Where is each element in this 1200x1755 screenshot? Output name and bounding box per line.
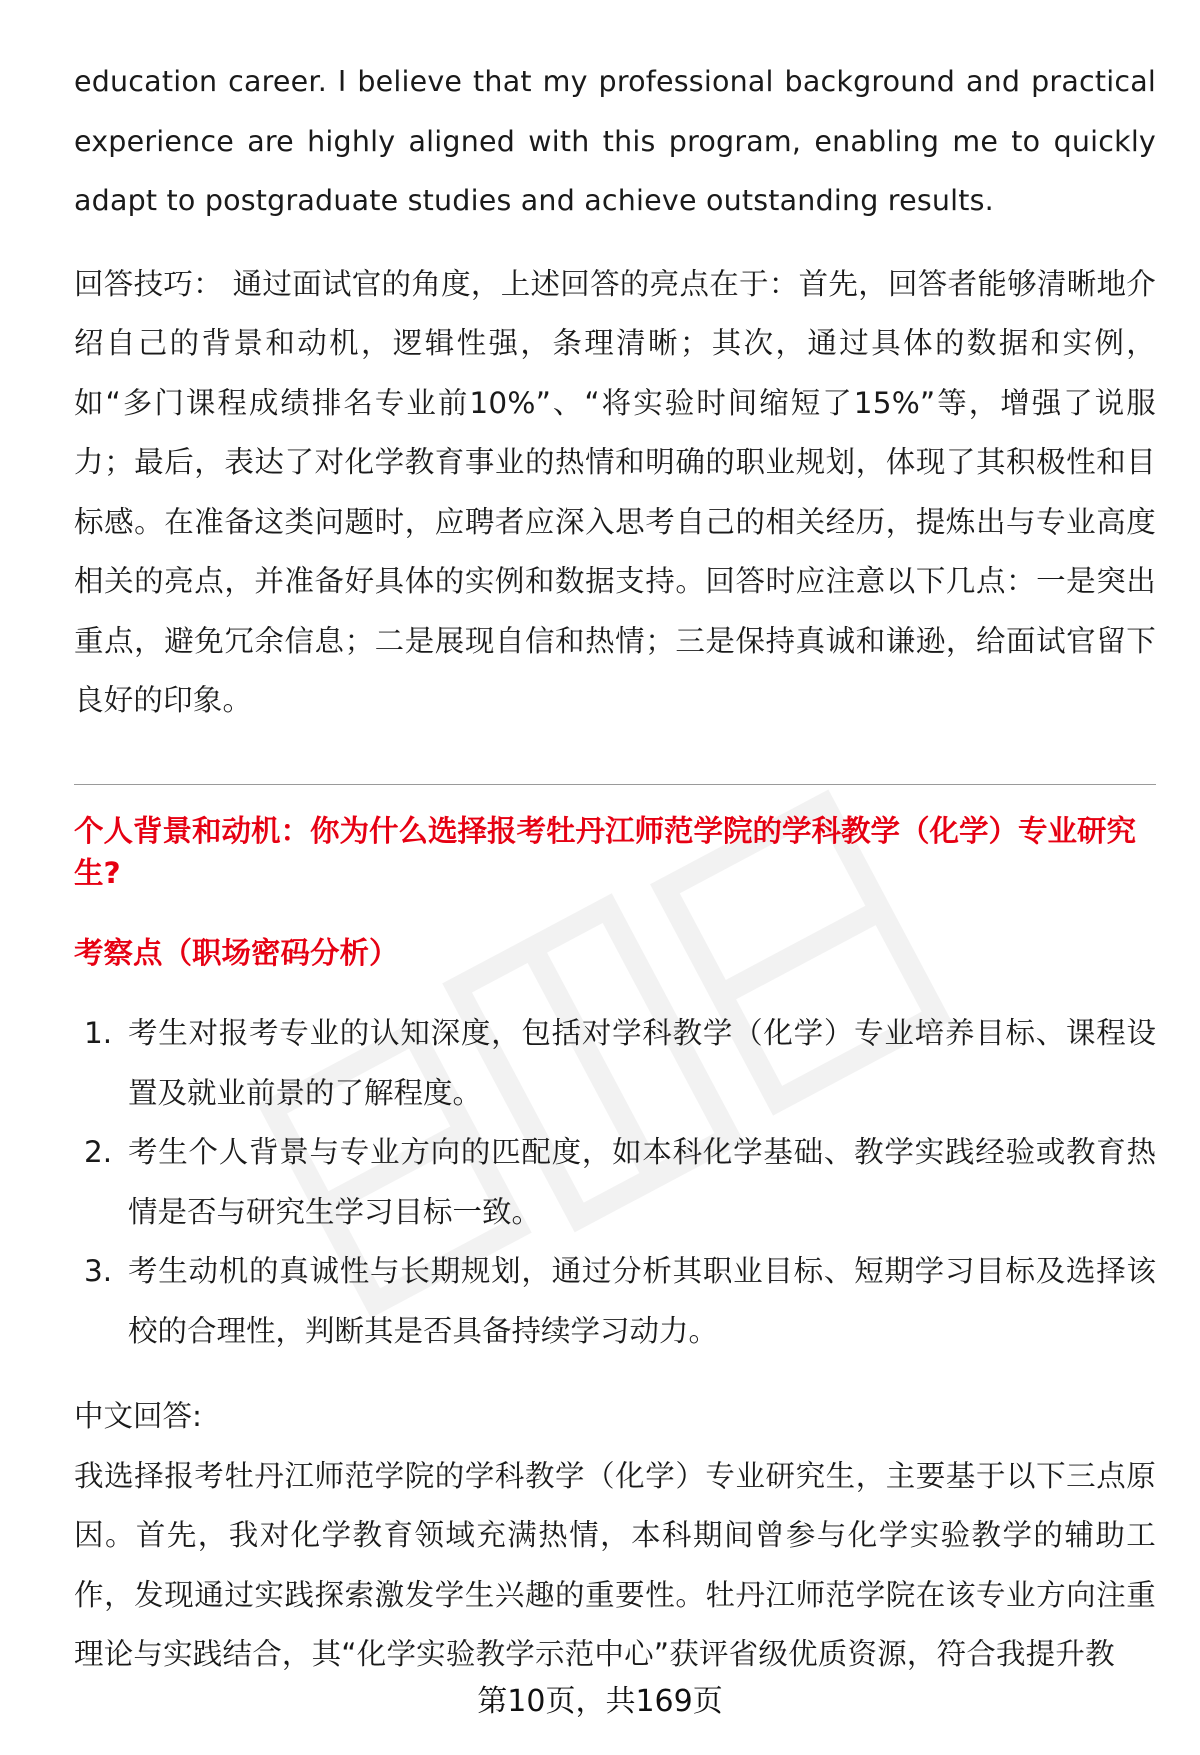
list-item-text: 考生动机的真诚性与长期规划，通过分析其职业目标、短期学习目标及选择该校的合理性，判断其是否具备持续学习动力。 (128, 1254, 1156, 1348)
question-heading: 个人背景和动机：你为什么选择报考牡丹江师范学院的学科教学（化学）专业研究生? (74, 814, 1137, 890)
list-item-text: 考生个人背景与专业方向的匹配度，如本科化学基础、教学实践经验或教育热情是否与研究生学习目标一致。 (128, 1135, 1156, 1229)
list-item-number: 3. (84, 1254, 113, 1288)
question-section (74, 810, 1156, 1685)
analysis-points-list (74, 1004, 1156, 1361)
list-item (74, 1242, 1156, 1361)
list-item (74, 1004, 1156, 1123)
section-divider (74, 784, 1156, 785)
intro-paragraph: education career. I believe that my professional background and practical experience are highly aligned with this program, enabling me to quickly adapt to postgraduate studies and achieve outstanding results. (74, 65, 1156, 217)
list-item-text: 考生对报考专业的认知深度，包括对学科教学（化学）专业培养目标、课程设置及就业前景的了解程度。 (128, 1016, 1156, 1110)
list-item (74, 1123, 1156, 1242)
analysis-subheading: 考察点（职场密码分析） (74, 936, 399, 970)
answer-paragraph: 我选择报考牡丹江师范学院的学科教学（化学）专业研究生，主要基于以下三点原因。首先，我对化学教育领域充满热情，本科期间曾参与化学实验教学的辅助工作，发现通过实践探索激发学生兴趣的重要性。牡丹江师范学院在该专业方向注重理论与实践结合，其“化学实验教学示范中心”获评省级优质资源，符合我提升教 (74, 1458, 1156, 1671)
answer-label: 中文回答: (74, 1399, 202, 1433)
upper-content (74, 52, 1156, 731)
list-item-number: 1. (84, 1016, 113, 1050)
page-number: 第10页，共169页 (477, 1684, 723, 1719)
tips-paragraph: 回答技巧： 通过面试官的角度，上述回答的亮点在于：首先，回答者能够清晰地介绍自己的背景和动机，逻辑性强，条理清晰；其次，通过具体的数据和实例，如“多门课程成绩排名专业前10%”、“将实验时间缩短了15%”等，增强了说服力；最后，表达了对化学教育事业的热情和明确的职业规划，体现了其积极性和目标感。在准备这类问题时，应聘者应深入思考自己的相关经历，提炼出与专业高度相关的亮点，并准备好具体的实例和数据支持。回答时应注意以下几点：一是突出重点，避免冗余信息；二是展现自信和热情；三是保持真诚和谦逊，给面试官留下良好的印象。 (74, 266, 1156, 717)
list-item-number: 2. (84, 1135, 113, 1169)
